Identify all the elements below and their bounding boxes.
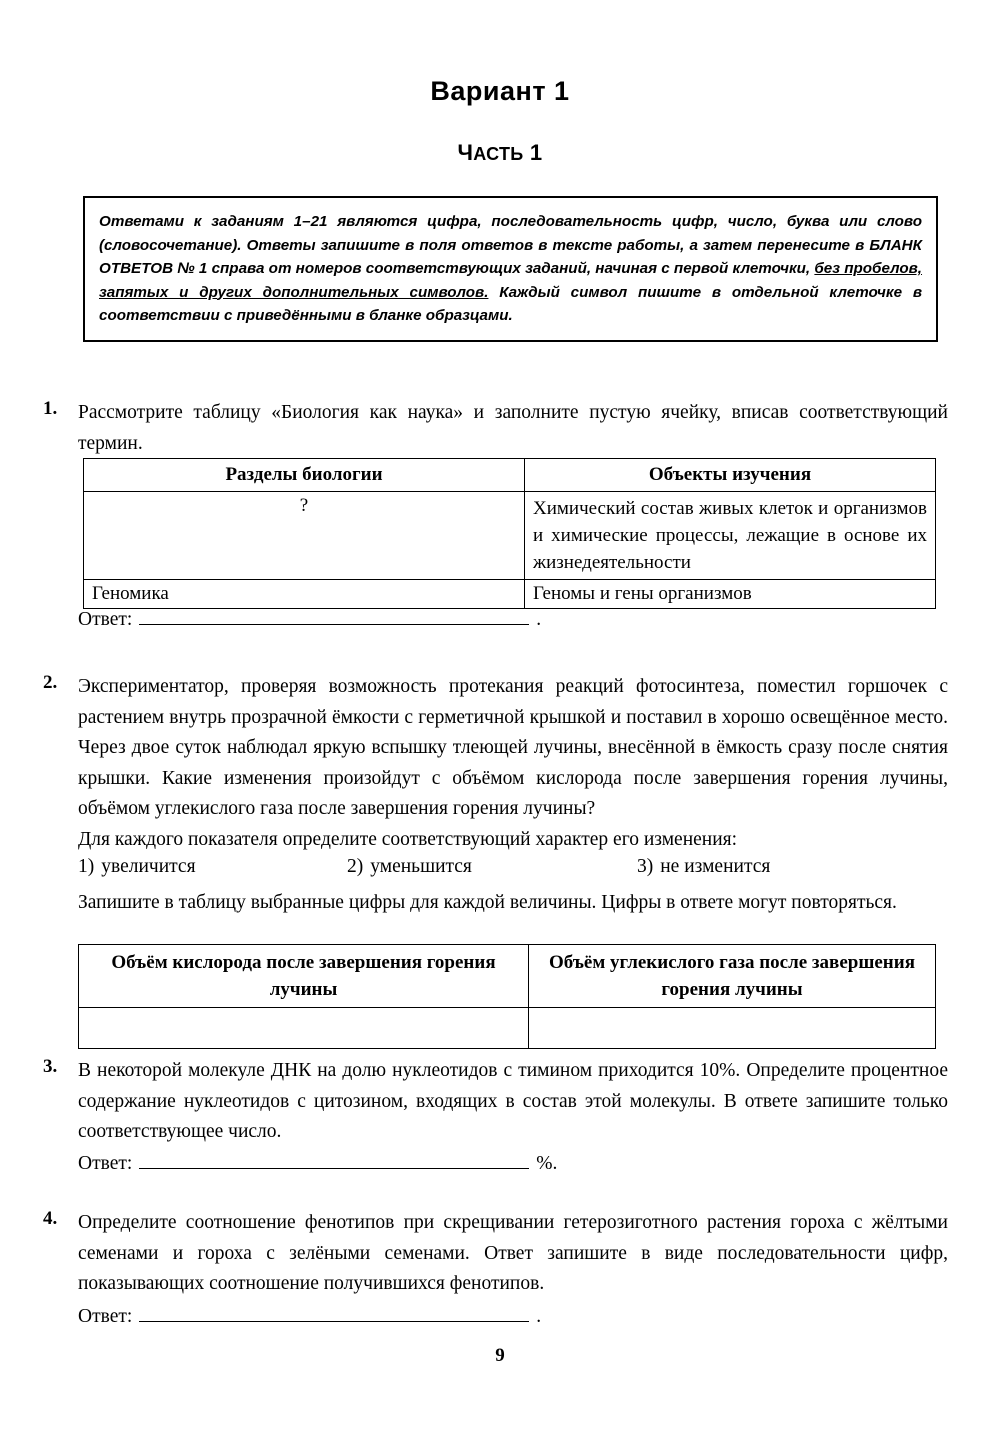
instruction-underlined: без пробелов, запятых и других дополнительных символов. (99, 260, 923, 301)
table-row (79, 1008, 936, 1049)
question-number-3: 3. (43, 1056, 58, 1077)
option-3[interactable] (637, 856, 770, 878)
table-header-row (84, 459, 936, 492)
answer-cell-oxygen[interactable] (79, 1008, 529, 1049)
question-text-3 (78, 1056, 948, 1148)
column-header-oxygen-volume: Объём кислорода после завершения горения лучины (79, 945, 529, 1008)
question-3-body: В некоторой молекуле ДНК на долю нуклеотидов с тимином приходится 10%. Определите процентное содержание нуклеотидов с цитозином, входящих в состав этой молекулы. В ответе запишите только соответствующее число. (78, 1060, 948, 1142)
answer-cell-co2[interactable] (529, 1008, 936, 1049)
answer-input-1[interactable] (139, 610, 529, 625)
question-text-4 (78, 1208, 948, 1300)
table-row (84, 492, 936, 580)
part-title (0, 140, 1000, 166)
question-text-2 (78, 672, 948, 825)
question-2-note-text: Запишите в таблицу выбранные цифры для каждой величины. Цифры в ответе могут повторяться. (78, 892, 897, 913)
question-1-body: Рассмотрите таблицу «Биология как наука» и заполните пустую ячейку, вписав соответствующий термин. (78, 402, 948, 454)
answer-suffix-4: . (536, 1306, 542, 1327)
column-header-co2-volume: Объём углекислого газа после завершения горения лучины (529, 945, 936, 1008)
question-2-note (78, 888, 948, 919)
column-header-sections: Разделы биологии (84, 459, 525, 492)
question-2-instruction-text: Для каждого показателя определите соответствующий характер его изменения: (78, 829, 738, 850)
part-title-rest: АСТЬ (473, 144, 524, 164)
biology-table (83, 458, 936, 609)
instruction-text (99, 210, 922, 328)
page-title: Вариант 1 (430, 76, 570, 106)
question-number-1: 1. (43, 398, 58, 419)
answer-suffix-1: . (536, 609, 542, 630)
cell-object-biochemistry: Химический состав живых клеток и организмов и химические процессы, лежащие в основе их жизнедеятельности (525, 492, 936, 580)
answer-line-3 (78, 1153, 557, 1175)
page-number: 9 (495, 1345, 505, 1366)
answer-label-4: Ответ: (78, 1306, 133, 1327)
table-row (84, 580, 936, 609)
instruction-box (83, 196, 938, 342)
instruction-part-1: Ответами к заданиям 1–21 являются цифра, последовательность цифр, число, буква или слово (словосочетание). Ответы запишите в поля ответов в тексте работы, а затем перенесите в БЛАНК ОТВЕТОВ № 1 справа от номеров соответствующих заданий, начиная с первой клеточки, (99, 213, 922, 277)
cell-section-genomics: Геномика (84, 580, 525, 609)
option-2[interactable] (347, 856, 472, 878)
question-text-1 (78, 398, 948, 459)
option-1-number: 1) (78, 856, 95, 877)
answer-input-3[interactable] (139, 1154, 529, 1169)
answer-line-4 (78, 1306, 541, 1328)
question-2-instruction (78, 825, 948, 856)
table-header-row (79, 945, 936, 1008)
question-2-options (78, 856, 948, 886)
cell-section-unknown: ? (84, 492, 525, 580)
volumes-table (78, 944, 936, 1049)
cell-object-genomics: Геномы и гены организмов (525, 580, 936, 609)
question-number-2: 2. (43, 672, 58, 693)
option-1[interactable] (78, 856, 196, 878)
answer-suffix-3: %. (536, 1153, 558, 1174)
option-2-number: 2) (347, 856, 364, 877)
instruction-part-2: Каждый символ пишите в отдельной клеточке в соответствии с приведёнными в бланке образцами. (99, 283, 922, 324)
option-3-number: 3) (637, 856, 654, 877)
answer-input-4[interactable] (139, 1307, 529, 1322)
option-3-label: не изменится (660, 856, 771, 877)
option-2-label: уменьшится (370, 856, 472, 877)
answer-label-1: Ответ: (78, 609, 133, 630)
answer-label-3: Ответ: (78, 1153, 133, 1174)
part-title-initial: Ч (457, 140, 474, 165)
question-2-body: Экспериментатор, проверяя возможность протекания реакций фотосинтеза, поместил горшочек с растением внутрь прозрачной ёмкости с герметичной крышкой и поставил в хорошо освещённое место. Через двое суток наблюдал яркую вспышку тлеющей лучины, внесённой в ёмкость сразу после снятия крышки. Какие изменения произойдут с объёмом кислорода после завершения горения лучины, объёмом углекислого газа после завершения горения лучины? (78, 676, 948, 819)
answer-line-1 (78, 609, 541, 631)
question-number-4: 4. (43, 1208, 58, 1229)
option-1-label: увеличится (101, 856, 196, 877)
part-title-number: 1 (523, 140, 543, 165)
question-4-body: Определите соотношение фенотипов при скрещивании гетерозиготного растения гороха с жёлтыми семенами и гороха с зелёными семенами. Ответ запишите в виде последовательности цифр, показывающих соотношение получившихся фенотипов. (78, 1212, 948, 1294)
column-header-objects: Объекты изучения (525, 459, 936, 492)
